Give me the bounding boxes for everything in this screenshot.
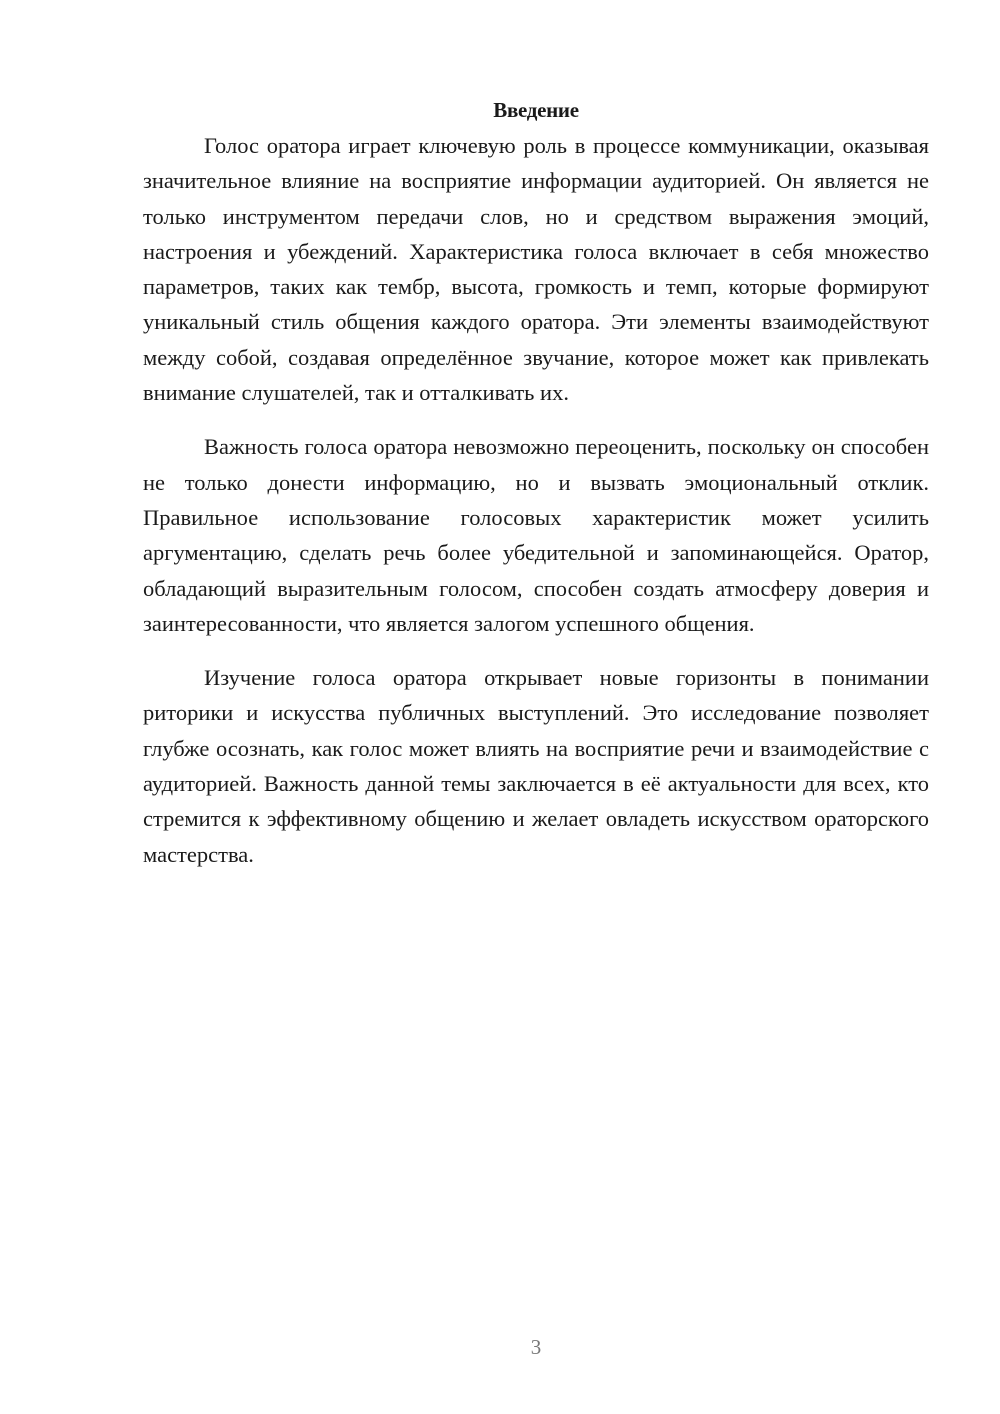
page-content xyxy=(143,93,929,891)
paragraph-3: Изучение голоса оратора открывает новые горизонты в понимании риторики и искусства публичных выступлений. Это исследование позволяет глубже осознать, как голос может влиять на восприятие речи и взаимодействие с аудиторией. Важность данной темы заключается в её актуальности для всех, кто стремится к эффективному общению и желает овладеть искусством ораторского мастерства. xyxy=(143,665,929,867)
paragraph-1: Голос оратора играет ключевую роль в процессе коммуникации, оказывая значительное влияние на восприятие информации аудиторией. Он является не только инструментом передачи слов, но и средством выражения эмоций, настроения и убеждений. Характеристика голоса включает в себя множество параметров, таких как тембр, высота, громкость и темп, которые формируют уникальный стиль общения каждого оратора. Эти элементы взаимодействуют между собой, создавая определённое звучание, которое может как привлекать внимание слушателей, так и отталкивать их. xyxy=(143,133,929,406)
page-number: 3 xyxy=(530,1335,542,1359)
section-title: Введение xyxy=(493,98,579,122)
paragraph-2: Важность голоса оратора невозможно переоценить, поскольку он способен не только донести информацию, но и вызвать эмоциональный отклик. Правильное использование голосовых характеристик может усилить аргументацию, сделать речь более убедительной и запоминающейся. Оратор, обладающий выразительным голосом, способен создать атмосферу доверия и заинтересованности, что является залогом успешного общения. xyxy=(143,434,929,636)
